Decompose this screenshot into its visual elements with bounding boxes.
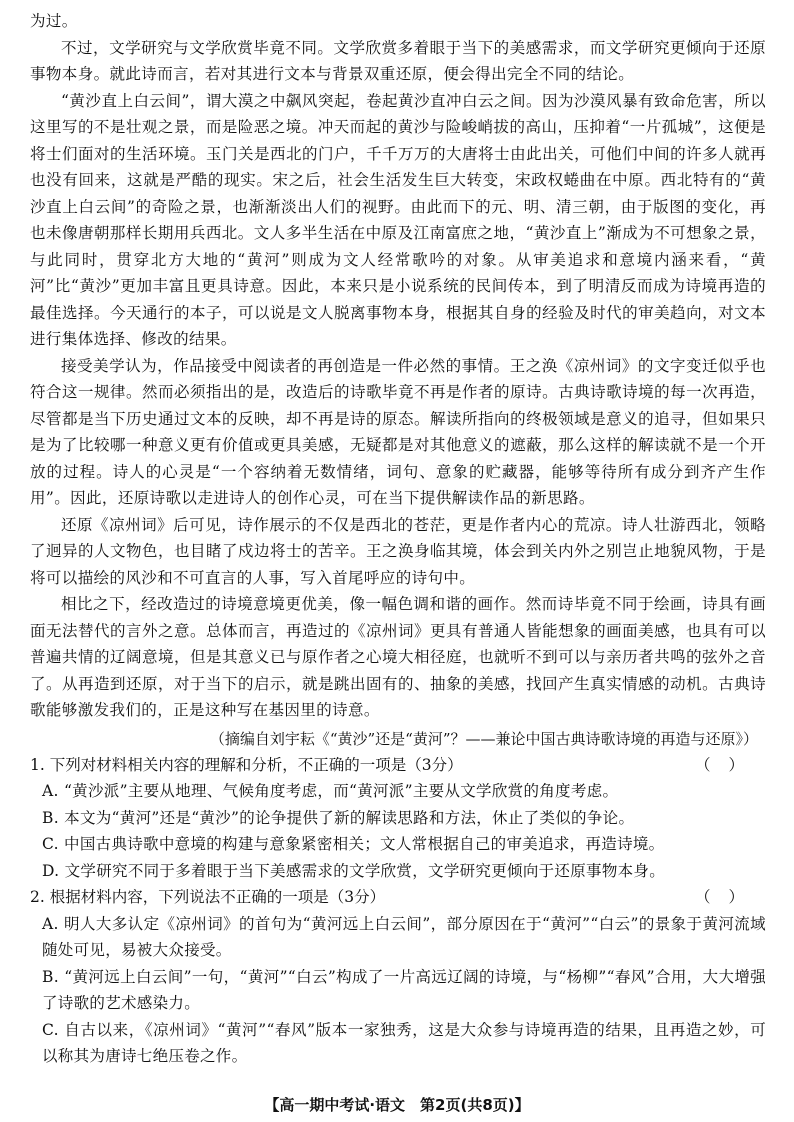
question-stem (30, 884, 766, 911)
reading-passage (30, 8, 766, 752)
passage-paragraph-2: 不过，文学研究与文学欣赏毕竟不同。文学欣赏多着眼于当下的美感需求，而文学研究更倾向于还原事物本身。就此诗而言，若对其进行文本与背景双重还原，便会得出完全不同的结论。 (30, 38, 766, 83)
option-b: B. 本文为“黄河”还是“黄沙”的论争提供了新的解读思路和方法，休止了类似的争论。 (42, 808, 635, 827)
question-2 (30, 884, 766, 1070)
option-a: A. “黄沙派”主要从地理、气候角度考虑，而“黄河派”主要从文学欣赏的角度考虑。 (42, 782, 619, 800)
passage-paragraph-1: 为过。 (30, 12, 78, 30)
question-stem (30, 752, 766, 779)
option-b: B. “黄河远上白云间”一句，“黄河”“白云”构成了一片高远辽阔的诗境，与“杨柳”“春风”合用，大大增强了诗歌的艺术感染力。 (42, 967, 766, 1012)
answer-bracket: （） (694, 888, 762, 906)
passage-paragraph-5: 还原《凉州词》后可见，诗作展示的不仅是西北的苍茫，更是作者内心的荒凉。诗人壮游西北，领略了迥异的人文物色，也目睹了戍边将士的苦辛。王之涣身临其境，体会到关内外之别岂止地貌风物，于是将可以描绘的风沙和不可直言的人事，写入首尾呼应的诗句中。 (30, 515, 766, 587)
passage-citation: （摘编自刘宇耘《“黄沙”还是“黄河”？——兼论中国古典诗歌诗境的再造与还原》） (209, 729, 758, 748)
option-d: D. 文学研究不同于多着眼于当下美感需求的文学欣赏，文学研究更倾向于还原事物本身。 (42, 861, 666, 880)
option-a: A. 明人大多认定《凉州词》的首句为“黄河远上白云间”，部分原因在于“黄河”“白云”的景象于黄河流域随处可见，易被大众接受。 (42, 914, 766, 959)
option-c: C. 中国古典诗歌中意境的构建与意象紧密相关；文人常根据自己的审美追求，再造诗境。 (42, 835, 665, 853)
passage-paragraph-3: “黄沙直上白云间”，谓大漠之中飙风突起，卷起黄沙直冲白云之间。因为沙漠风暴有致命危害，所以这里写的不是壮观之景，而是险恶之境。冲天而起的黄沙与险峻峭拔的高山，压抑着“一片孤城”，这便是将士们面对的生活环境。玉门关是西北的门户，千千万万的大唐将士由此出关，可他们中间的许多人就再也没有回来，这就是严酷的现实。宋之后，社会生活发生巨大转变，宋政权蜷曲在中原。西北特有的“黄沙直上白云间”的奇险之景，也渐渐淡出人们的视野。由此而下的元、明、清三朝，由于版图的变化，再也未像唐朝那样长期用兵西北。文人多半生活在中原及江南富庶之地，“黄沙直上”渐成为不可想象之景，与此同时，贯穿北方大地的“黄河”则成为文人经常歌吟的对象。从审美追求和意境内涵来看，“黄河”比“黄沙”更加丰富且更具诗意。因此，本来只是小说系统的民间传本，到了明清反而成为诗境再造的最佳选择。今天通行的本子，可以说是文人脱离事物本身，根据其自身的经验及时代的审美趋向，对文本进行集体选择、修改的结果。 (30, 91, 766, 348)
answer-bracket: （） (694, 755, 762, 774)
question-stem-text: 1. 下列对材料相关内容的理解和分析，不正确的一项是（3分） (30, 755, 463, 774)
page-footer: 【高一期中考试·语文 第2页(共8页)】 (264, 1096, 530, 1114)
question-1 (30, 752, 766, 885)
passage-paragraph-4: 接受美学认为，作品接受中阅读者的再创造是一件必然的事情。王之涣《凉州词》的文字变迁似乎也符合这一规律。然而必须指出的是，改造后的诗歌毕竟不再是作者的原诗。古典诗歌诗境的每一次再造，尽管都是当下历史通过文本的反映，却不再是诗的原态。解读所指向的终极领域是意义的追寻，但如果只是为了比较哪一种意义更有价值或更具美感，无疑都是对其他意义的遮蔽，那么这样的解读就不是一个开放的过程。诗人的心灵是“一个容纳着无数情绪，词句、意象的贮藏器，能够等待所有成分到齐产生作用”。因此，还原诗歌以走进诗人的创作心灵，可在当下提供解读作品的新思路。 (30, 356, 766, 507)
question-stem-text: 2. 根据材料内容，下列说法不正确的一项是（3分） (30, 888, 386, 906)
option-c: C. 自古以来，《凉州词》“黄河”“春风”版本一家独秀，这是大众参与诗境再造的结果，且再造之妙，可以称其为唐诗七绝压卷之作。 (42, 1020, 766, 1065)
passage-paragraph-6: 相比之下，经改造过的诗境意境更优美，像一幅色调和谐的画作。然而诗毕竟不同于绘画，诗具有画面无法替代的言外之意。总体而言，再造过的《凉州词》更具有普通人皆能想象的画面美感，也具有可以普遍共情的辽阔意境，但是其意义已与原作者之心境大相径庭，也就听不到可以与亲历者共鸣的弦外之音了。从再造到还原，对于当下的启示，就是跳出固有的、抽象的美感，找回产生真实情感的动机。古典诗歌能够激发我们的，正是这种写在基因里的诗意。 (30, 595, 766, 719)
page-content (30, 8, 766, 1070)
